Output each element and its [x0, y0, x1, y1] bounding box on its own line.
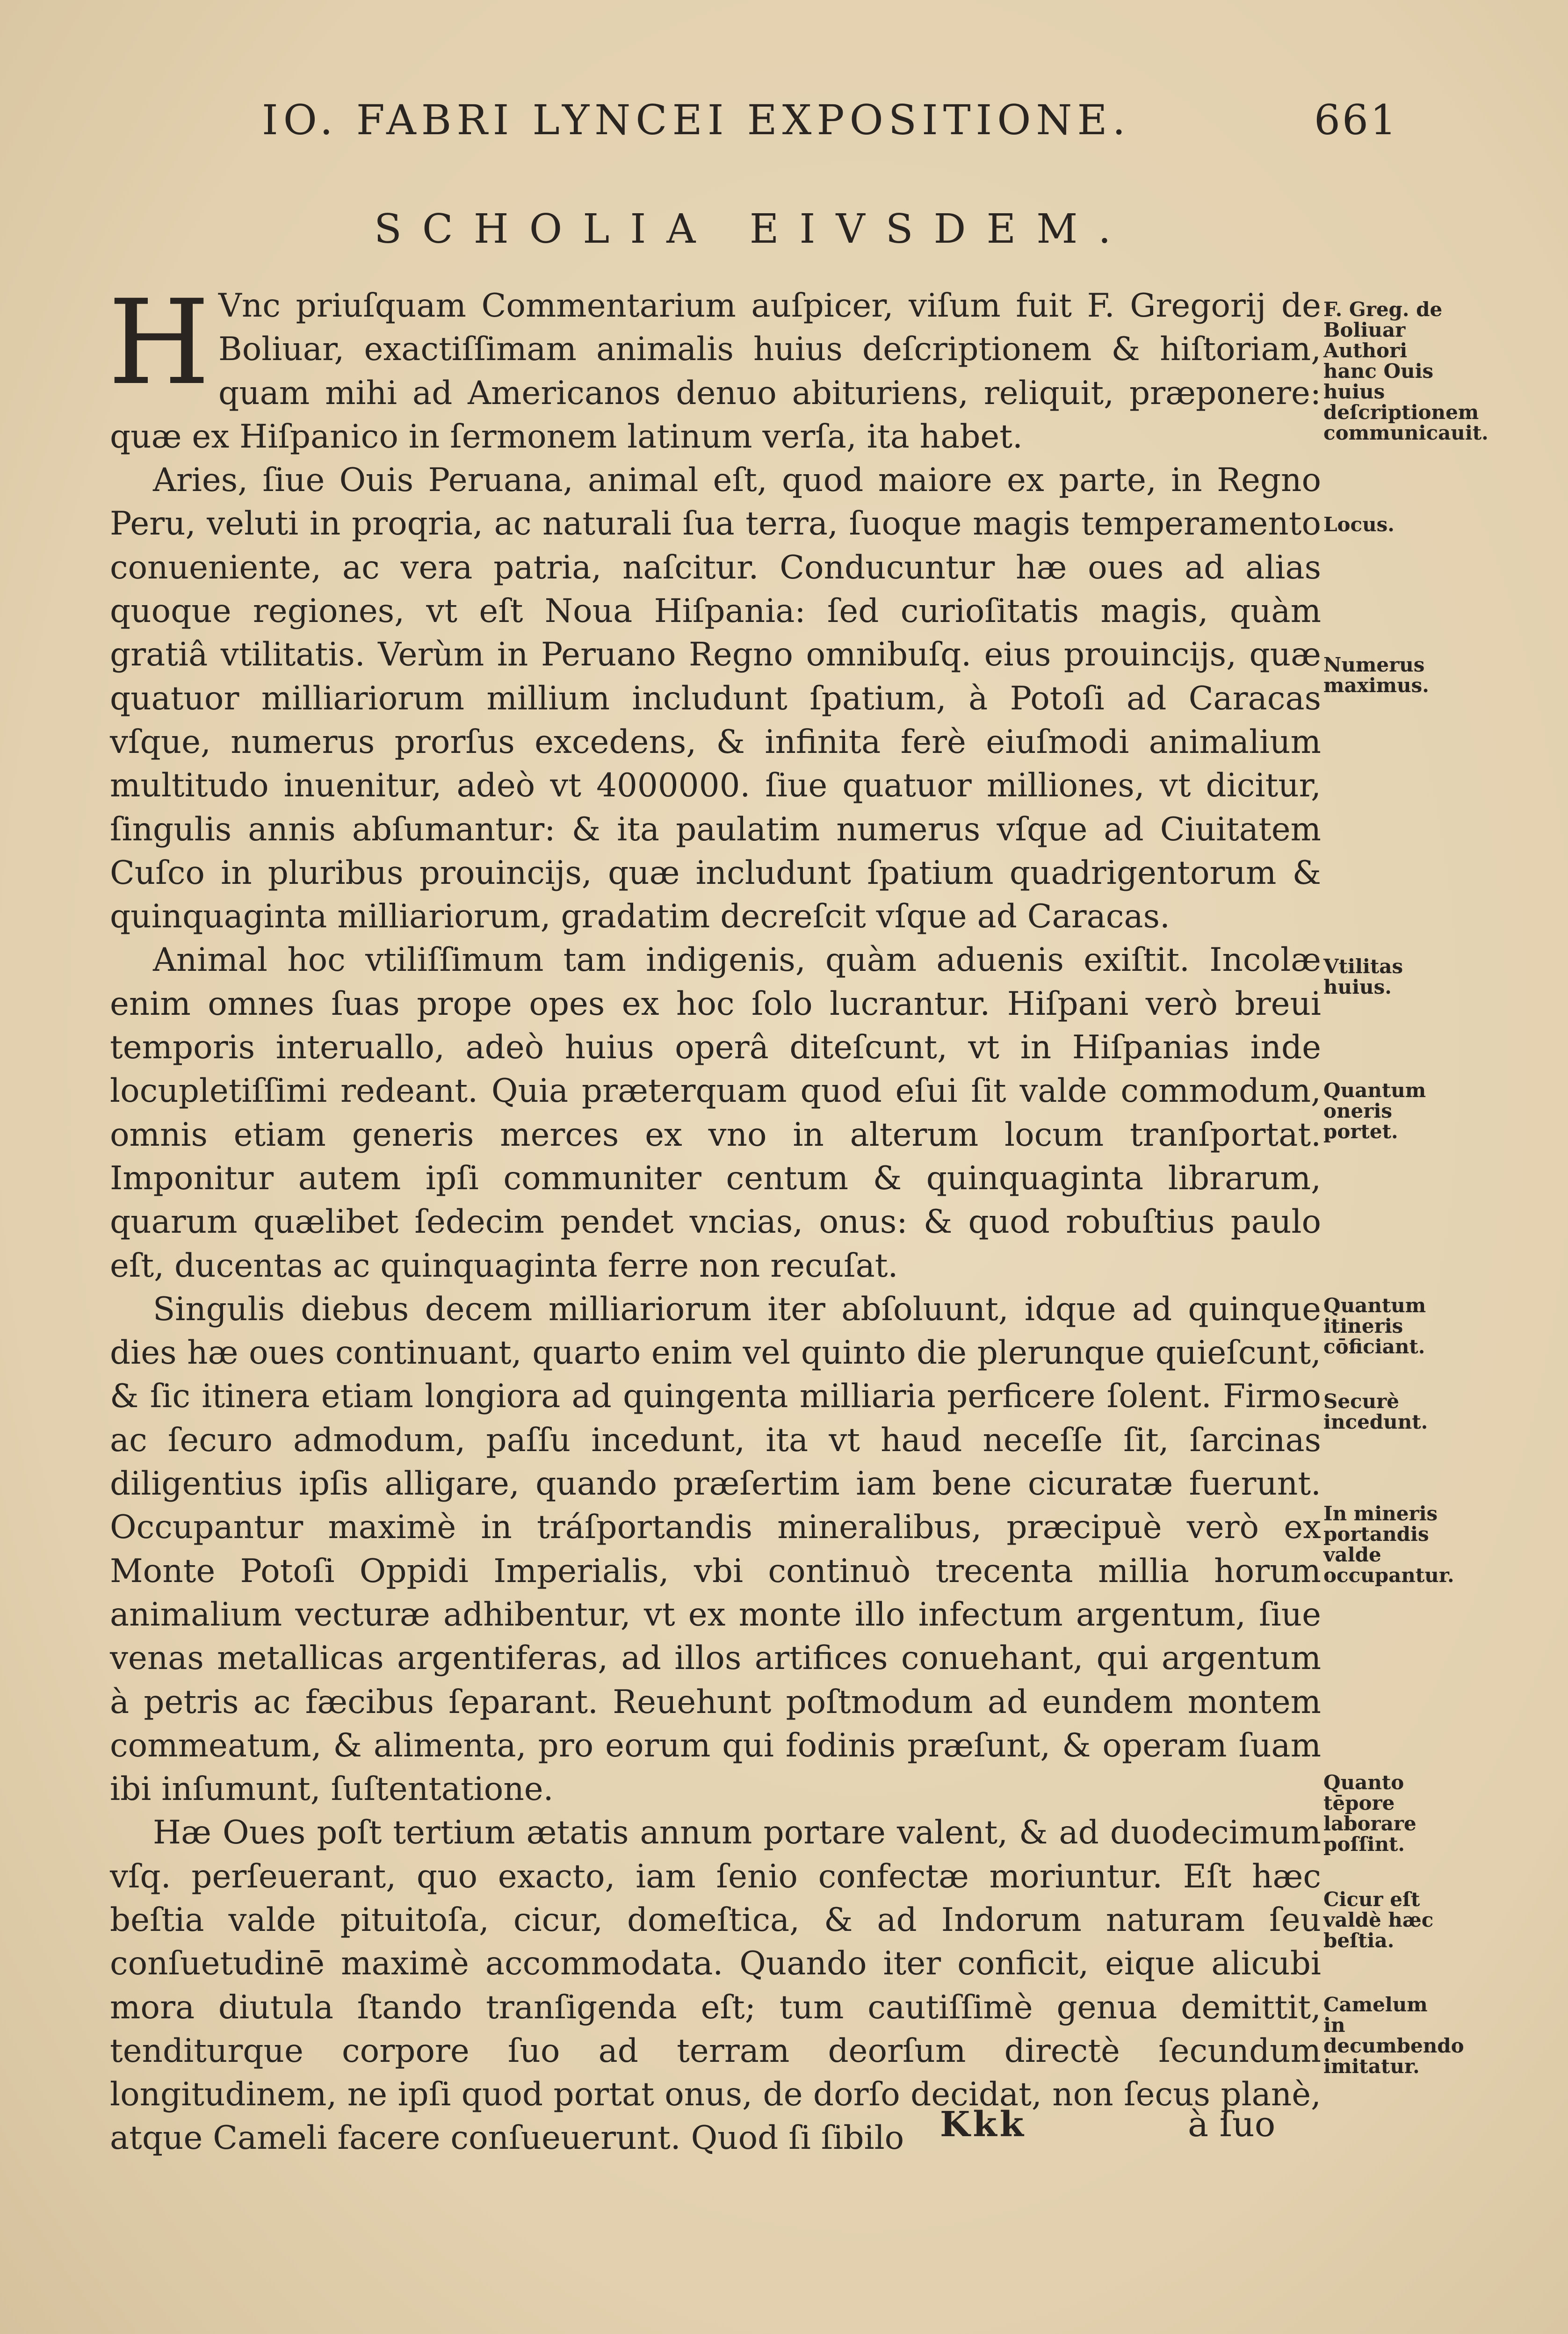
section-title: SCHOLIA EIVSDEM. [374, 206, 1132, 253]
margin-note-cicur: Cicur eſt valdè hæc beſtia. [1323, 1888, 1434, 1952]
running-head [262, 96, 1398, 147]
margin-note-numerus: Numerus maximus. [1323, 653, 1429, 697]
paragraph-5: Hæ Oues poſt tertium ætatis annum portare valent, & ad duodecimum vſq. perſeuerant, quo exacto, iam ſenio confectæ moriuntur. Eſt hæc beſtia valde pituitoſa, cicur, domeſtica, & ad Indorum naturam ſeu conſuetudinē maximè accommodata. Quando iter conficit, eique alicubi mora diutula ſtando tranſigenda eſt; tum cautiſſimè genua demittit, tenditurque corpore ſuo ad terram deorſum directè ſecundum longitudinem, ne ipſi quod portat onus, de dorſo decidat, non ſecus planè, atque Cameli facere conſueuerunt. Quod ſi ſibilo [110, 1814, 1321, 2157]
paragraph-3: Animal hoc vtiliſſimum tam indigenis, quàm aduenis exiſtit. Incolæ enim omnes ſuas prope opes ex hoc ſolo lucrantur. Hiſpani verò breui temporis interuallo, adeò huius operâ diteſcunt, vt in Hiſpanias inde locupletiſſimi redeant. Quia præterquam quod eſui ſit valde commodum, omnis etiam generis merces ex vno in alterum locum tranſportat. Imponitur autem ipſi communiter centum & quinquaginta librarum, quarum quælibet ſedecim pendet vncias, onus: & quod robuſtius paulo eſt, ducentas ac quinquaginta ferre non recuſat. [110, 941, 1321, 1285]
margin-note-author: F. Greg. de Boliuar Authori hanc Ouis huius deſcriptionem communicauit. [1323, 298, 1489, 444]
paragraph-4: Singulis diebus decem milliariorum iter abſoluunt, idque ad quinque dies hæ oues continuant, quarto enim vel quinto die plerunque quieſcunt, & ſic itinera etiam longiora ad quingenta milliaria perficere ſolent. Firmo ac ſecuro admodum, paſſu incedunt, ita vt haud neceſſe ſit, ſarcinas diligentius ipſis alligare, quando præſertim iam bene cicuratæ fuerunt. Occupantur maximè in tráſportandis mineralibus, præcipuè verò ex Monte Potoſi Oppidi Imperialis, vbi continuò trecenta millia horum animalium vecturæ adhibentur, vt ex monte illo infectum argentum, ſiue venas metallicas argentiferas, ad illos artifices conuehant, qui argentum à petris ac fæcibus ſeparant. Reuehunt poſtmodum ad eundem montem commeatum, & alimenta, pro eorum qui fodinis præſunt, & operam ſuam ibi inſumunt, ſuſtentatione. [110, 1290, 1321, 1808]
catchword: à ſuo [1188, 2104, 1276, 2145]
body-text [108, 275, 1321, 2161]
running-title: IO. FABRI LYNCEI EXPOSITIONE. [262, 96, 1131, 144]
margin-note-locus: Locus. [1323, 513, 1395, 536]
margin-note-oneris: Quantum oneris portet. [1323, 1079, 1426, 1143]
margin-note-vtilitas: Vtilitas huius. [1323, 955, 1403, 998]
margin-note-camelum: Camelum in decumbendo imitatur. [1323, 1993, 1464, 2078]
margin-note-itineris: Quantum itineris cōficiant. [1323, 1294, 1426, 1358]
paragraph-1 [108, 275, 1321, 459]
margin-notes [1323, 0, 1489, 2334]
page-number: 661 [1314, 96, 1398, 144]
margin-note-secure: Securè incedunt. [1323, 1390, 1428, 1433]
drop-cap: H [108, 275, 210, 411]
paragraph-1-text: Vnc priuſquam Commentarium auſpicer, viſum fuit F. Gregorij de Boliuar, exactiſſimam animalis huius deſcriptionem & hiſtoriam, quam mihi ad Americanos denuo abituriens, reliquit, præponere: quæ ex Hiſpanico in ſermonem latinum verſa, ita habet. [110, 287, 1321, 455]
signature-mark: Kkk [940, 2104, 1026, 2145]
paragraph-2: Aries, ſiue Ouis Peruana, animal eſt, quod maiore ex parte, in Regno Peru, veluti in proqria, ac naturali ſua terra, ſuoque magis temperamento conueniente, ac vera patria, naſcitur. Conducuntur hæ oues ad alias quoque regiones, vt eſt Noua Hiſpania: ſed curioſitatis magis, quàm gratiâ vtilitatis. Verùm in Peruano Regno omnibuſq. eius prouincijs, quæ quatuor milliariorum millium includunt ſpatium, à Potoſi ad Caracas vſque, numerus prorſus excedens, & infinita ferè eiuſmodi animalium multitudo inuenitur, adeò vt 4000000. ſiue quatuor milliones, vt dicitur, ſingulis annis abſumantur: & ita paulatim numerus vſque ad Ciuitatem Cuſco in pluribus prouincijs, quæ includunt ſpatium quadrigentorum & quinquaginta milliariorum, gradatim decreſcit vſque ad Caracas. [110, 462, 1321, 936]
margin-note-tempore: Quanto tēpore laborare poſſint. [1323, 1771, 1416, 1856]
margin-note-mineris: In mineris portandis valde occupantur. [1323, 1502, 1454, 1587]
